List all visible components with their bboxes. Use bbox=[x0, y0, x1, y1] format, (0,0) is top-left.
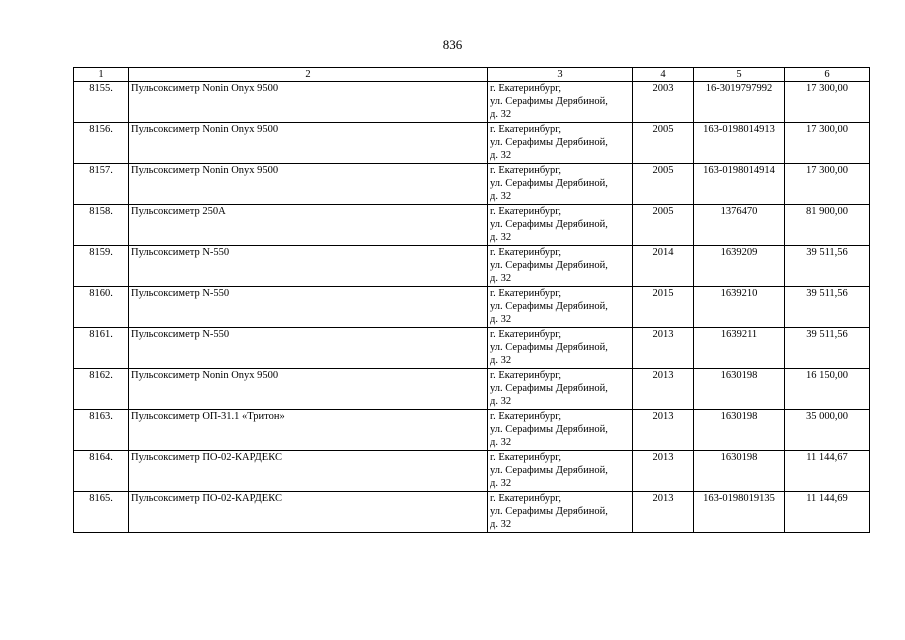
item-year-cell: 2015 bbox=[633, 287, 694, 328]
inventory-number-cell: 1630198 bbox=[694, 410, 785, 451]
item-cost-cell: 39 511,56 bbox=[785, 328, 870, 369]
item-number-cell: 8155. bbox=[74, 82, 129, 123]
inventory-number-cell: 1639209 bbox=[694, 246, 785, 287]
table-row bbox=[74, 205, 870, 246]
item-cost-cell: 81 900,00 bbox=[785, 205, 870, 246]
item-address-cell: г. Екатеринбург, ул. Серафимы Дерябиной, д. 32 bbox=[488, 410, 633, 451]
item-address-cell: г. Екатеринбург, ул. Серафимы Дерябиной, д. 32 bbox=[488, 123, 633, 164]
table-row bbox=[74, 246, 870, 287]
item-cost-cell: 39 511,56 bbox=[785, 287, 870, 328]
item-year-cell: 2013 bbox=[633, 328, 694, 369]
item-number-cell: 8165. bbox=[74, 492, 129, 533]
inventory-number-cell: 163-0198019135 bbox=[694, 492, 785, 533]
item-address-cell: г. Екатеринбург, ул. Серафимы Дерябиной, д. 32 bbox=[488, 164, 633, 205]
item-year-cell: 2014 bbox=[633, 246, 694, 287]
item-number-cell: 8156. bbox=[74, 123, 129, 164]
item-cost-cell: 35 000,00 bbox=[785, 410, 870, 451]
column-header: 5 bbox=[694, 68, 785, 82]
item-name-cell: Пульсоксиметр ОП-31.1 «Тритон» bbox=[129, 410, 488, 451]
item-cost-cell: 17 300,00 bbox=[785, 164, 870, 205]
inventory-number-cell: 1630198 bbox=[694, 369, 785, 410]
table-row bbox=[74, 369, 870, 410]
item-name-cell: Пульсоксиметр N-550 bbox=[129, 328, 488, 369]
item-name-cell: Пульсоксиметр N-550 bbox=[129, 287, 488, 328]
item-address-cell: г. Екатеринбург, ул. Серафимы Дерябиной, д. 32 bbox=[488, 205, 633, 246]
item-name-cell: Пульсоксиметр 250А bbox=[129, 205, 488, 246]
item-address-cell: г. Екатеринбург, ул. Серафимы Дерябиной, д. 32 bbox=[488, 369, 633, 410]
item-name-cell: Пульсоксиметр N-550 bbox=[129, 246, 488, 287]
item-cost-cell: 17 300,00 bbox=[785, 123, 870, 164]
inventory-number-cell: 1639210 bbox=[694, 287, 785, 328]
item-year-cell: 2013 bbox=[633, 492, 694, 533]
item-address-cell: г. Екатеринбург, ул. Серафимы Дерябиной, д. 32 bbox=[488, 82, 633, 123]
table-row bbox=[74, 123, 870, 164]
item-number-cell: 8160. bbox=[74, 287, 129, 328]
item-name-cell: Пульсоксиметр ПО-02-КАРДЕКС bbox=[129, 451, 488, 492]
item-number-cell: 8157. bbox=[74, 164, 129, 205]
item-year-cell: 2005 bbox=[633, 205, 694, 246]
registry-table bbox=[73, 67, 870, 533]
item-cost-cell: 11 144,67 bbox=[785, 451, 870, 492]
item-year-cell: 2013 bbox=[633, 369, 694, 410]
column-number-row bbox=[74, 68, 870, 82]
item-name-cell: Пульсоксиметр Nonin Onyx 9500 bbox=[129, 369, 488, 410]
item-name-cell: Пульсоксиметр ПО-02-КАРДЕКС bbox=[129, 492, 488, 533]
inventory-number-cell: 163-0198014914 bbox=[694, 164, 785, 205]
item-address-cell: г. Екатеринбург, ул. Серафимы Дерябиной, д. 32 bbox=[488, 492, 633, 533]
inventory-number-cell: 16-3019797992 bbox=[694, 82, 785, 123]
table-row bbox=[74, 451, 870, 492]
table-row bbox=[74, 328, 870, 369]
item-name-cell: Пульсоксиметр Nonin Onyx 9500 bbox=[129, 164, 488, 205]
column-header: 3 bbox=[488, 68, 633, 82]
item-number-cell: 8164. bbox=[74, 451, 129, 492]
item-address-cell: г. Екатеринбург, ул. Серафимы Дерябиной, д. 32 bbox=[488, 287, 633, 328]
inventory-number-cell: 1639211 bbox=[694, 328, 785, 369]
table-row bbox=[74, 492, 870, 533]
item-cost-cell: 16 150,00 bbox=[785, 369, 870, 410]
item-number-cell: 8158. bbox=[74, 205, 129, 246]
item-cost-cell: 17 300,00 bbox=[785, 82, 870, 123]
item-number-cell: 8163. bbox=[74, 410, 129, 451]
item-number-cell: 8162. bbox=[74, 369, 129, 410]
item-year-cell: 2013 bbox=[633, 451, 694, 492]
table-row bbox=[74, 287, 870, 328]
item-number-cell: 8159. bbox=[74, 246, 129, 287]
table-row bbox=[74, 164, 870, 205]
table-row bbox=[74, 410, 870, 451]
inventory-number-cell: 163-0198014913 bbox=[694, 123, 785, 164]
item-year-cell: 2005 bbox=[633, 123, 694, 164]
item-cost-cell: 39 511,56 bbox=[785, 246, 870, 287]
table-row bbox=[74, 82, 870, 123]
item-number-cell: 8161. bbox=[74, 328, 129, 369]
item-address-cell: г. Екатеринбург, ул. Серафимы Дерябиной, д. 32 bbox=[488, 328, 633, 369]
column-header: 4 bbox=[633, 68, 694, 82]
page-number: 836 bbox=[442, 37, 463, 52]
item-year-cell: 2005 bbox=[633, 164, 694, 205]
item-cost-cell: 11 144,69 bbox=[785, 492, 870, 533]
item-name-cell: Пульсоксиметр Nonin Onyx 9500 bbox=[129, 82, 488, 123]
item-address-cell: г. Екатеринбург, ул. Серафимы Дерябиной, д. 32 bbox=[488, 451, 633, 492]
item-address-cell: г. Екатеринбург, ул. Серафимы Дерябиной, д. 32 bbox=[488, 246, 633, 287]
item-name-cell: Пульсоксиметр Nonin Onyx 9500 bbox=[129, 123, 488, 164]
inventory-number-cell: 1376470 bbox=[694, 205, 785, 246]
inventory-number-cell: 1630198 bbox=[694, 451, 785, 492]
column-header: 2 bbox=[129, 68, 488, 82]
item-year-cell: 2003 bbox=[633, 82, 694, 123]
item-year-cell: 2013 bbox=[633, 410, 694, 451]
column-header: 1 bbox=[74, 68, 129, 82]
column-header: 6 bbox=[785, 68, 870, 82]
